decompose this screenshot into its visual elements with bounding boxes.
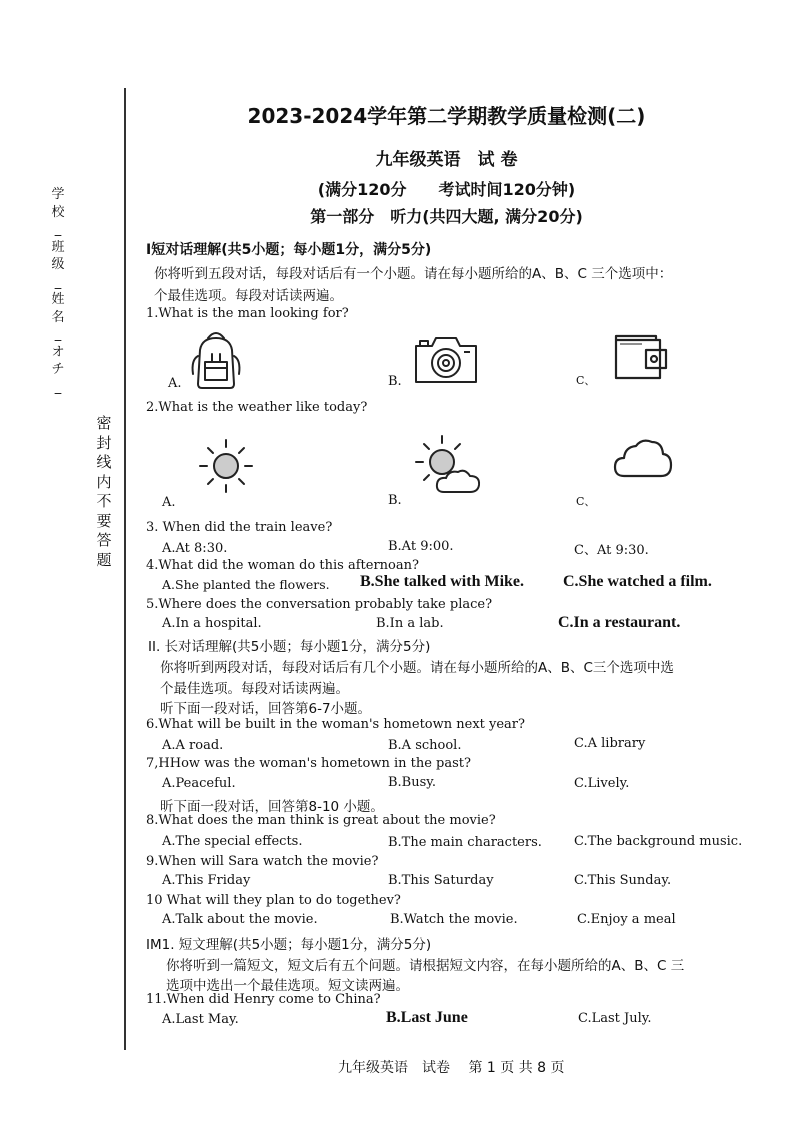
q5-option-a: A.In a hospital. — [162, 616, 262, 631]
seal-char: 答 — [96, 531, 112, 549]
question-3: 3. When did the train leave? — [146, 520, 333, 535]
q10-option-c: C.Enjoy a meal — [577, 912, 676, 927]
q1-option-a: A. — [168, 376, 182, 391]
question-4: 4.What did the woman do this afternoan? — [146, 558, 419, 573]
side-char: 级 — [51, 257, 65, 272]
q6-option-c: C.A library — [574, 736, 646, 751]
q7-option-b: B.Busy. — [388, 775, 437, 790]
cloud-icon — [612, 436, 674, 480]
section3-heading: IM1. 短文理解(共5小题；每小题1分，满分5分) — [146, 937, 432, 953]
side-char: _ — [54, 379, 62, 395]
q10-option-b: B.Watch the movie. — [390, 912, 518, 927]
q5-option-c: C.In a restaurant. — [558, 614, 681, 631]
page-footer: 九年级英语 试卷 第 1 页 共 8 页 — [338, 1060, 565, 1076]
section1-instruction: 你将听到五段对话，每段对话后有一个小题。请在每小题所给的A、B、C 三个选项中： — [154, 266, 673, 282]
side-char: チ — [51, 362, 65, 377]
exam-title: 2023-2024学年第二学期教学质量检测(二) — [247, 104, 646, 128]
q6-option-a: A.A road. — [162, 738, 224, 753]
side-char: _ — [54, 274, 62, 290]
seal-char: 内 — [96, 472, 112, 491]
side-char: 班 — [51, 239, 65, 255]
q2-option-b: B. — [388, 493, 402, 508]
seal-char: 密 — [96, 414, 112, 432]
question-7: 7,HHow was the woman's hometown in the past? — [146, 756, 471, 771]
seal-char: 线 — [96, 453, 112, 471]
seal-char: 不 — [96, 492, 112, 510]
q6-option-b: B.A school. — [388, 738, 462, 753]
question-10: 10 What will they plan to do togethev? — [146, 893, 401, 908]
side-char: _ — [54, 222, 62, 237]
section2-instruction: 你将听到两段对话，每段对话后有几个小题。请在每小题所给的A、B、C三个选项中选 — [160, 660, 674, 676]
q3-option-b: B.At 9:00. — [388, 539, 454, 554]
q9-option-a: A.This Friday — [162, 873, 251, 888]
q3-option-a: A.At 8:30. — [162, 541, 228, 556]
binding-line — [124, 88, 126, 1050]
question-8: 8.What does the man think is great about the movie? — [146, 813, 496, 828]
section3-instruction: 你将听到一篇短文，短文后有五个问题。请根据短文内容，在每小题所给的A、B、C 三 — [166, 958, 685, 974]
part-heading: 第一部分 听力(共四大题, 满分20分) — [310, 207, 583, 226]
section2-heading: II. 长对话理解(共5小题；每小题1分，满分5分) — [148, 639, 431, 655]
side-char: 名 — [51, 309, 65, 325]
q5-option-b: B.In a lab. — [376, 616, 444, 631]
side-char: 学 — [51, 187, 65, 202]
question-2: 2.What is the weather like today? — [146, 400, 368, 415]
q2-option-a: A. — [162, 495, 176, 510]
wallet-icon — [612, 334, 670, 382]
section1-heading: I短对话理解(共5小题；每小题1分，满分5分) — [146, 242, 432, 258]
q7-option-c: C.Lively. — [574, 776, 630, 791]
q8-option-b: B.The main characters. — [388, 835, 542, 850]
q2-option-c: C、 — [576, 495, 596, 508]
section2-instruction: 个最佳选项。每段对话读两遍。 — [160, 681, 349, 697]
sun-cloud-icon — [414, 432, 484, 498]
exam-info: (满分120分 考试时间120分钟) — [317, 180, 576, 199]
q8-option-c: C.The background music. — [574, 834, 743, 849]
q4-option-b: B.She talked with Mike. — [360, 573, 525, 590]
section2-instruction: 昕下面一段对话，回答第8-10 小题。 — [160, 799, 384, 815]
q3-option-c: C、At 9:30. — [574, 543, 649, 558]
q8-option-a: A.The special effects. — [162, 834, 303, 849]
seal-char: 要 — [96, 511, 112, 530]
question-5: 5.Where does the conversation probably take place? — [146, 597, 493, 612]
q4-option-c: C.She watched a film. — [563, 573, 712, 590]
question-6: 6.What will be built in the woman's hometown next year? — [146, 717, 525, 732]
q7-option-a: A.Peaceful. — [162, 776, 236, 791]
seal-char: 题 — [96, 550, 112, 569]
side-char: 姓 — [51, 292, 65, 307]
exam-subtitle: 九年级英语 试 卷 — [375, 150, 518, 170]
side-char: オ — [51, 344, 65, 360]
q1-option-c: C、 — [576, 374, 596, 387]
q1-option-b: B. — [388, 374, 402, 389]
q11-option-a: A.Last May. — [162, 1012, 239, 1027]
question-1: 1.What is the man looking for? — [146, 306, 349, 321]
side-char: 校 — [51, 204, 65, 220]
q9-option-b: B.This Saturday — [388, 873, 494, 888]
section2-instruction: 听下面一段对话，回答第6-7小题。 — [160, 701, 372, 717]
q4-option-a: A.She planted the flowers. — [162, 577, 330, 592]
question-11: 11.When did Henry come to China? — [146, 992, 381, 1007]
seal-line-notice — [94, 414, 114, 570]
camera-icon — [412, 332, 480, 386]
backpack-icon — [188, 328, 244, 390]
section3-instruction: 选项中选出一个最佳选项。短文读两遍。 — [166, 978, 409, 994]
section1-instruction: 个最佳选项。每段对话读两遍。 — [154, 288, 343, 304]
q11-option-c: C.Last July. — [578, 1011, 652, 1026]
q11-option-b: B.Last June — [386, 1009, 468, 1026]
q10-option-a: A.Talk about the movie. — [162, 912, 318, 927]
sun-icon — [196, 436, 256, 496]
question-9: 9.When will Sara watch the movie? — [146, 854, 379, 869]
q9-option-c: C.This Sunday. — [574, 873, 672, 888]
side-char: _ — [54, 327, 62, 342]
seal-char: 封 — [96, 433, 112, 452]
